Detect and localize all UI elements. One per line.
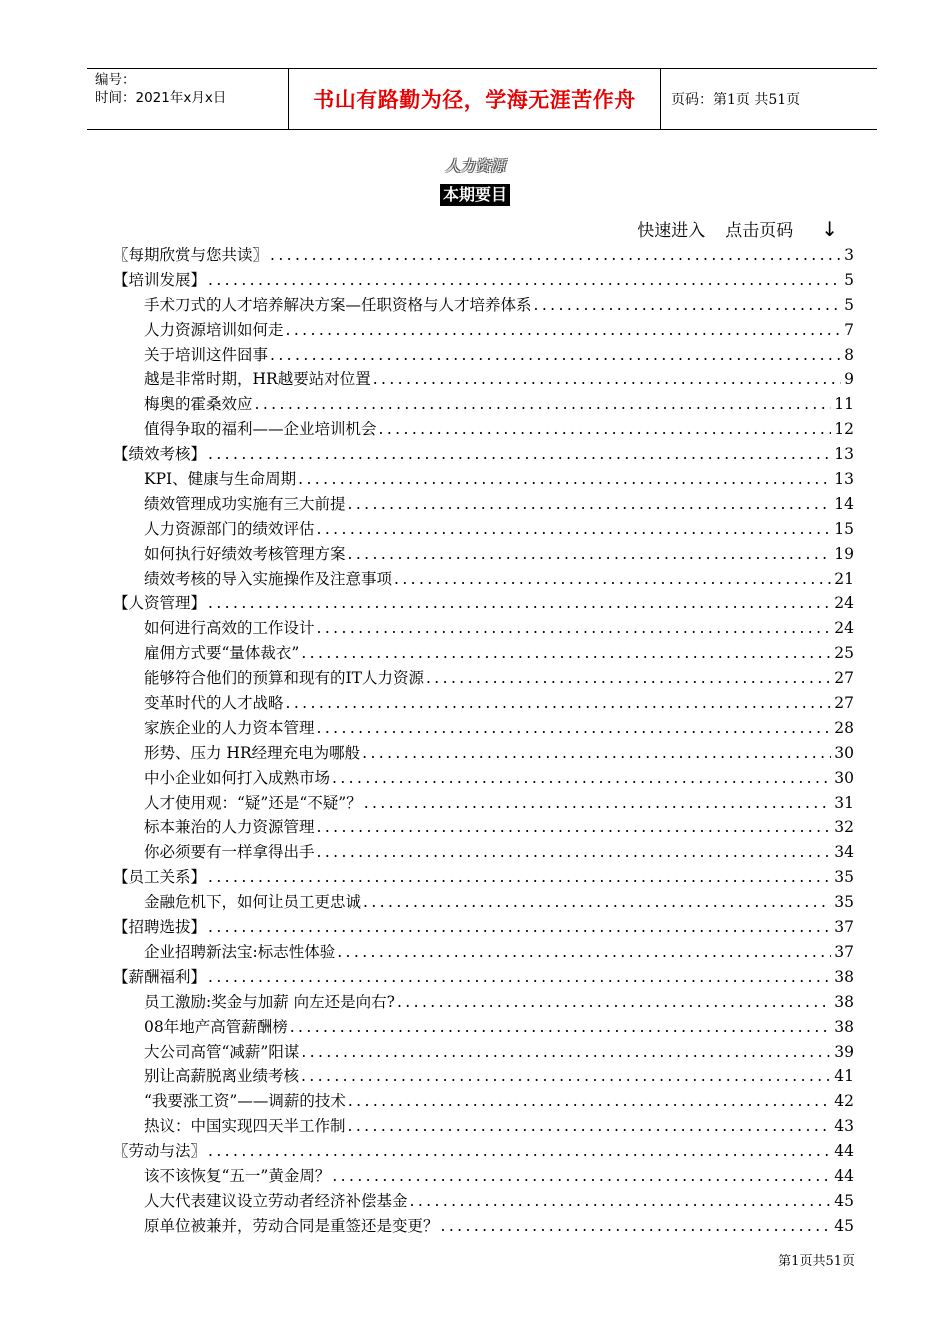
toc-entry-title: 人力资源培训如何走 [144,320,284,339]
toc-entry-title: 值得争取的福利——企业培训机会 [144,420,377,439]
toc-entry-title: 你必须要有一样拿得出手 [144,843,315,862]
toc-entry-title: 【招聘选拔】 [113,918,207,937]
arrow-down-icon: ↓ [821,216,838,241]
toc-section[interactable] [113,442,854,467]
toc-page-link[interactable]: 14 [834,494,854,513]
dot-leader [255,392,832,417]
toc-entry[interactable] [113,367,854,392]
toc-page-link[interactable]: 44 [834,1142,854,1161]
toc-entry[interactable] [113,741,854,766]
toc-entry[interactable] [113,840,854,865]
toc-entry-title: 【人资管理】 [113,594,207,613]
toc-entry[interactable] [113,392,854,417]
dot-leader [534,293,842,318]
dot-leader [363,890,831,915]
toc-page-link[interactable]: 35 [834,893,854,912]
toc-page-link[interactable]: 7 [844,320,854,339]
toc-entry-title: 金融危机下，如何让员工更忠诚 [144,893,362,912]
header-slogan: 书山有路勤为径，学海无涯苦作舟 [288,69,661,129]
toc-entry-title: 人才使用观：“疑”还是“不疑”？ [144,793,362,812]
toc-entry[interactable] [113,616,854,641]
toc-page-link[interactable]: 38 [834,992,854,1011]
toc-entry-title: 〖劳动与法〗 [113,1142,207,1161]
toc-entry-title: 形势、压力 HR经理充电为哪般 [144,743,361,762]
toc-entry[interactable] [113,567,854,592]
toc-entry[interactable] [113,517,854,542]
toc-page-link[interactable]: 35 [834,868,854,887]
toc-page-link[interactable]: 30 [834,768,854,787]
dot-leader [348,542,832,567]
toc-page-link[interactable]: 31 [834,793,854,812]
dot-leader [208,268,841,293]
toc-page-link[interactable]: 27 [834,669,854,688]
toc-page-link[interactable]: 5 [844,270,854,289]
toc-page-link[interactable]: 5 [844,295,854,314]
toc-entry[interactable] [113,716,854,741]
toc-entry-title: 大公司高管“减薪”阳谋 [144,1042,300,1061]
dot-leader [348,1114,832,1139]
toc-entry[interactable] [113,1064,854,1089]
dot-leader [317,716,832,741]
toc-entry-title: 员工激励:奖金与加薪 向左还是向右? [144,992,395,1011]
dot-leader [397,990,831,1015]
toc-entry-title: 雇佣方式要“量体裁衣” [144,644,300,663]
header-page-info: 页码：第1页 共51页 [671,92,801,108]
toc-page-link[interactable]: 41 [834,1067,854,1086]
toc-entry-title: 能够符合他们的预算和现有的IT人力资源 [144,669,424,688]
toc-entry[interactable] [113,1040,854,1065]
toc-entry[interactable] [113,1214,854,1239]
toc-page-link[interactable]: 19 [834,544,854,563]
document-title: 人力资源 [444,157,505,175]
toc-section[interactable] [113,591,854,616]
toc-entry-title: 人力资源部门的绩效评估 [144,519,315,538]
toc-page-link[interactable]: 9 [844,370,854,389]
toc-entry-title: 手术刀式的人才培养解决方案—任职资格与人才培养体系 [144,295,532,314]
toc-page-link[interactable]: 34 [834,843,854,862]
toc-entry[interactable] [113,890,854,915]
toc-entry-title: 【培训发展】 [113,270,207,289]
toc-page-link[interactable]: 39 [834,1042,854,1061]
toc-page-link[interactable]: 13 [834,445,854,464]
dot-leader [410,1189,832,1214]
toc-entry-title: 中小企业如何打入成熟市场 [144,768,331,787]
toc-entry-title: 变革时代的人才战略 [144,694,284,713]
toc-page-link[interactable]: 24 [834,594,854,613]
toc-entry[interactable] [113,815,854,840]
toc-entry-title: 热议：中国实现四天半工作制 [144,1117,346,1136]
quick-entry [637,216,838,241]
dot-leader [208,965,831,990]
dot-leader [208,865,831,890]
dot-leader [317,815,832,840]
toc-section[interactable] [113,1139,854,1164]
number-label: 编号： [95,72,136,88]
toc-entry[interactable] [113,343,854,368]
toc-page-link[interactable]: 21 [834,569,854,588]
dot-leader [373,367,841,392]
dot-leader [394,567,831,592]
quick-entry-label: 快速进入 [637,221,706,241]
toc-entry[interactable] [113,417,854,442]
time-label: 时间：2021年x月x日 [95,90,227,106]
page-header [87,68,877,130]
toc-page-link[interactable]: 27 [834,694,854,713]
toc-section[interactable] [113,965,854,990]
toc-section[interactable] [113,865,854,890]
toc-page-link[interactable]: 45 [834,1216,854,1235]
toc-section[interactable] [113,915,854,940]
dot-leader [208,1139,831,1164]
toc-entry[interactable] [113,542,854,567]
toc-entry-title: 标本兼治的人力资源管理 [144,818,315,837]
dot-leader [332,1164,831,1189]
toc-entry-title: 越是非常时期，HR越要站对位置 [144,370,371,389]
toc-entry[interactable] [113,641,854,666]
toc-entry-title: 企业招聘新法宝:标志性体验 [144,942,336,961]
toc-page-link[interactable]: 44 [834,1166,854,1185]
toc-entry-title: 原单位被兼并，劳动合同是重签还是变更？ [144,1216,439,1235]
toc-entry[interactable] [113,467,854,492]
toc-entry-title: “我要涨工资”——调薪的技术 [144,1092,346,1111]
toc-entry[interactable] [113,318,854,343]
dot-leader [270,343,841,368]
dot-leader [317,840,832,865]
toc-entry-title: 该不该恢复“五一”黄金周？ [144,1166,331,1185]
toc-entry[interactable] [113,1089,854,1114]
toc-entry[interactable] [113,691,854,716]
dot-leader [208,591,831,616]
dot-leader [348,1089,831,1114]
table-of-contents [113,243,854,1239]
toc-page-link[interactable]: 24 [834,619,854,638]
toc-section[interactable] [113,268,854,293]
toc-entry-title: 绩效考核的导入实施操作及注意事项 [144,569,393,588]
toc-page-link[interactable]: 38 [834,1017,854,1036]
toc-entry[interactable] [113,791,854,816]
toc-page-link[interactable]: 37 [834,918,854,937]
toc-entry[interactable] [113,492,854,517]
dot-leader [426,666,831,691]
toc-entry-title: 家族企业的人力资本管理 [144,718,315,737]
toc-page-link[interactable]: 12 [834,420,854,439]
toc-page-link[interactable]: 37 [834,942,854,961]
dot-leader [290,1015,832,1040]
toc-page-link[interactable]: 42 [834,1092,854,1111]
toc-entry[interactable] [113,990,854,1015]
toc-entry-title: 别让高薪脱离业绩考核 [144,1067,300,1086]
toc-page-link[interactable]: 28 [834,718,854,737]
toc-entry-title: 08年地产高管薪酬榜 [144,1017,288,1036]
toc-page-link[interactable]: 32 [834,818,854,837]
dot-leader [317,517,832,542]
dot-leader [301,1040,831,1065]
toc-entry-title: 绩效管理成功实施有三大前提 [144,494,346,513]
issue-title: 本期要目 [440,184,510,206]
toc-entry-title: 梅奥的霍桑效应 [144,395,253,414]
dot-leader [270,243,841,268]
click-page-label: 点击页码 [725,221,794,241]
toc-entry-title: 如何进行高效的工作设计 [144,619,315,638]
dot-leader [348,492,832,517]
dot-leader [332,766,831,791]
dot-leader [286,318,842,343]
toc-entry-title: 关于培训这件囧事 [144,345,269,364]
toc-entry-title: 【绩效考核】 [113,445,207,464]
toc-page-link[interactable]: 11 [834,395,854,414]
header-meta [87,69,288,129]
toc-entry[interactable] [113,940,854,965]
toc-entry-title: KPI、健康与生命周期 [144,470,297,489]
dot-leader [379,417,832,442]
toc-page-link[interactable]: 25 [834,644,854,663]
dot-leader [441,1214,832,1239]
dot-leader [208,915,831,940]
page-footer: 第1页共51页 [778,1254,855,1269]
toc-entry-title: 【薪酬福利】 [113,967,207,986]
dot-leader [317,616,832,641]
toc-section[interactable] [113,243,854,268]
toc-entry-title: 如何执行好绩效考核管理方案 [144,544,346,563]
toc-page-link[interactable]: 43 [834,1117,854,1136]
toc-entry[interactable] [113,293,854,318]
toc-page-link[interactable]: 45 [834,1191,854,1210]
toc-entry[interactable] [113,766,854,791]
dot-leader [364,791,832,816]
toc-page-link[interactable]: 30 [834,743,854,762]
dot-leader [362,741,831,766]
toc-entry[interactable] [113,666,854,691]
issue-title-wrap [0,184,950,206]
toc-entry[interactable] [113,1164,854,1189]
dot-leader [208,442,831,467]
toc-page-link[interactable]: 3 [844,246,854,264]
toc-entry-title: 人大代表建议设立劳动者经济补偿基金 [144,1191,408,1210]
dot-leader [301,1064,831,1089]
toc-page-link[interactable]: 15 [834,519,854,538]
dot-leader [337,940,831,965]
toc-entry[interactable] [113,1114,854,1139]
toc-entry-title: 【员工关系】 [113,868,207,887]
dot-leader [298,467,831,492]
toc-page-link[interactable]: 13 [834,470,854,489]
dot-leader [301,641,831,666]
toc-entry[interactable] [113,1189,854,1214]
dot-leader [286,691,832,716]
toc-entry-title: 〖每期欣赏与您共读〗 [113,246,269,264]
toc-page-link[interactable]: 38 [834,967,854,986]
toc-entry[interactable] [113,1015,854,1040]
toc-page-link[interactable]: 8 [844,345,854,364]
